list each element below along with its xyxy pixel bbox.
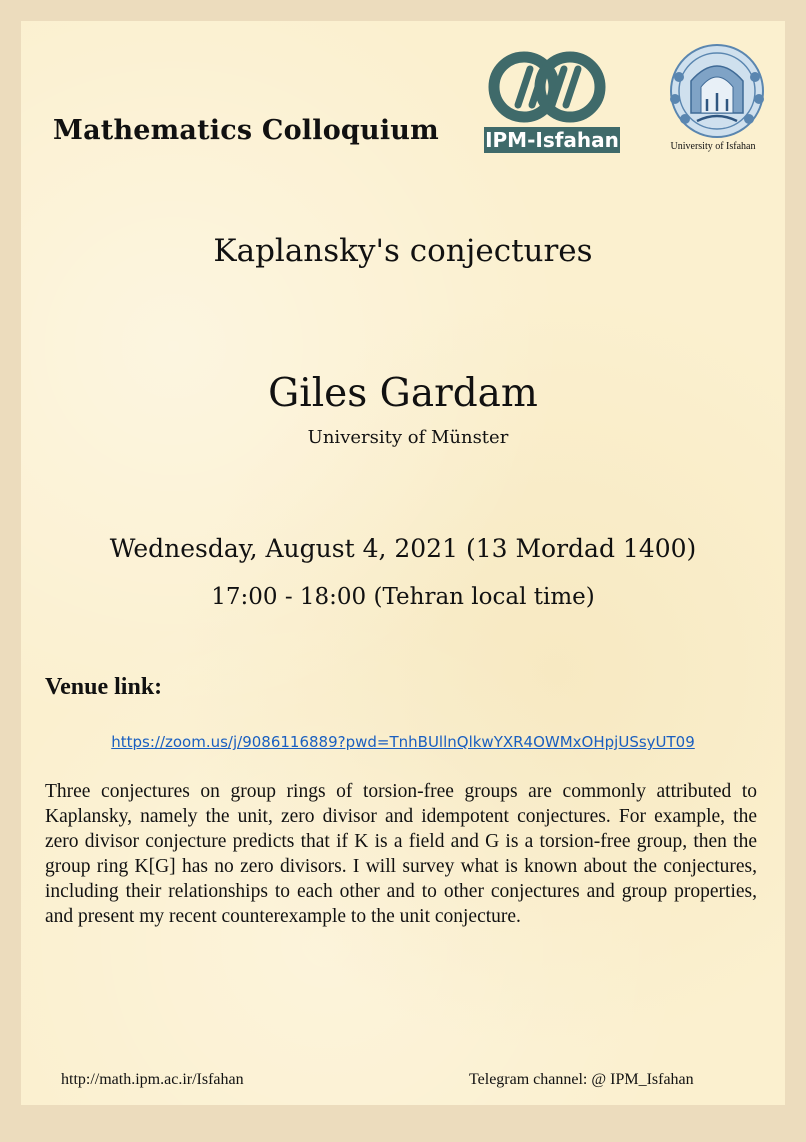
abstract-text: Three conjectures on group rings of torsion-free groups are commonly attributed to Kaplansky, namely the unit, zero divisor and idempotent conjectures. For example, the zero divisor conjecture predicts that if K is a field and G is a torsion-free group, then the group ring K[G] has no zero divisors. I will survey what is known about the conjectures, including their relationships to each other and to other conjectures and group properties, and present my recent counterexample to the unit conjecture. xyxy=(45,781,757,927)
talk-date: Wednesday, August 4, 2021 (13 Mordad 1400) xyxy=(109,534,697,563)
zoom-link[interactable]: https://zoom.us/j/9086116889?pwd=TnhBUllnQlkwYXR4OWMxOHpjUSsyUT09 xyxy=(111,733,695,751)
talk-time: 17:00 - 18:00 (Tehran local time) xyxy=(211,584,595,610)
footer-telegram: Telegram channel: @ IPM_Isfahan xyxy=(469,1071,694,1088)
university-caption: University of Isfahan xyxy=(670,141,756,152)
speaker-name: Giles Gardam xyxy=(268,371,538,416)
talk-title: Kaplansky's conjectures xyxy=(213,233,593,269)
poster xyxy=(21,21,785,1105)
series-title: Mathematics Colloquium xyxy=(53,115,439,146)
venue-label: Venue link: xyxy=(45,674,163,700)
speaker-affiliation: University of Münster xyxy=(307,427,509,448)
footer-website: http://math.ipm.ac.ir/Isfahan xyxy=(61,1071,244,1088)
ipm-logo-text: IPM-Isfahan xyxy=(485,128,619,152)
ipm-isfahan-logo xyxy=(484,43,624,155)
